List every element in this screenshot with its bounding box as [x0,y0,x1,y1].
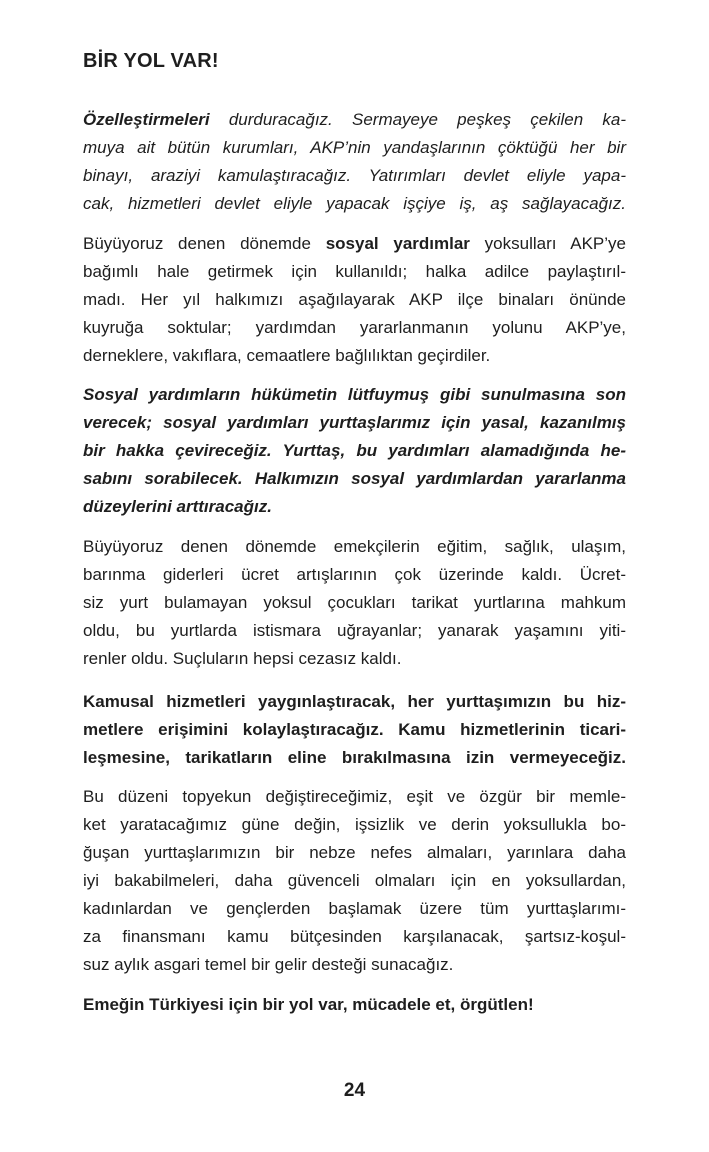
text-line: madı. Her yıl halkımızı aşağılayarak AKP ilçe binaları önünde [83,290,626,309]
text-line [83,106,626,134]
text-line: binayı, araziyi kamulaştıracağız. Yatırımları devlet eliyle yapa- [83,166,626,185]
bold-term: sosyal yardımlar [325,234,470,253]
paragraph-social-aid [83,230,626,370]
text-line: ğuşan yurttaşlarımızın bir nebze nefes almaları, yarınlara daha [83,843,626,862]
text-line: düzeylerini arttıracağız. [83,497,272,516]
page-number: 24 [343,1080,366,1101]
text-segment: durduracağız. Sermayeye peşkeş çekilen ka- [209,110,626,129]
text-line: bir hakka çevireceğiz. Yurttaş, bu yardımları alamadığında he- [83,441,626,460]
text-line: suz aylık asgari temel bir gelir desteği sunacağız. [83,955,454,974]
text-segment: yoksulları AKP’ye [469,234,627,253]
text-line: verecek; sosyal yardımları yurttaşlarımız için yasal, kazanılmış [83,413,626,432]
paragraph-privatization [83,106,626,218]
text-line: sabını sorabilecek. Halkımızın sosyal yardımlardan yararlanma [83,469,626,488]
bold-lead: Özelleştirmeleri [83,110,210,129]
text-line: za finansmanı kamu bütçesinden karşılanacak, şartsız-koşul- [83,927,626,946]
paragraph-basic-income [83,783,626,979]
text-line: metlere erişimini kolaylaştıracağız. Kamu hizmetlerinin ticari- [83,720,626,739]
text-line: Sosyal yardımların hükümetin lütfuymuş gibi sunulmasına son [83,385,626,404]
text-line: oldu, bu yurtlarda istismara uğrayanlar; yanarak yaşamını yiti- [83,621,626,640]
text-line: Büyüyoruz denen dönemde emekçilerin eğitim, sağlık, ulaşım, [83,537,626,556]
section-title: BİR YOL VAR! [83,50,219,72]
text-line [83,230,626,258]
closing-slogan [83,991,626,1019]
text-line: kuyruğa soktular; yardımdan yararlanmanın yolunu AKP’ye, [83,318,626,337]
paragraph-social-aid-pledge [83,381,626,521]
text-segment: Büyüyoruz denen dönemde [83,234,326,253]
text-line: Bu düzeni topyekun değiştireceğimiz, eşit ve özgür bir memle- [83,787,626,806]
text-line: iyi bakabilmeleri, daha güvenceli olmaları için en yoksullardan, [83,871,626,890]
text-line: kadınlardan ve gençlerden başlamak üzere tüm yurttaşlarımı- [83,899,626,918]
text-line: derneklere, vakıflara, cemaatlere bağlılıktan geçirdiler. [83,346,491,365]
text-line: muya ait bütün kurumları, AKP’nin yandaşlarının çöktüğü her bir [83,138,626,157]
text-line: leşmesine, tarikatların eline bırakılmasına izin vermeyeceğiz. [83,748,626,767]
text-line: Kamusal hizmetleri yaygınlaştıracak, her yurttaşımızın bu hiz- [83,692,626,711]
text-line: renler oldu. Suçluların hepsi cezasız kaldı. [83,649,402,668]
text-line: bağımlı hale getirmek için kullanıldı; halka adilce paylaştırıl- [83,262,626,281]
text-line: ket yaratacağımız güne değin, işsizlik ve derin yoksullukla bo- [83,815,626,834]
text-line: Emeğin Türkiyesi için bir yol var, mücadele et, örgütlen! [83,995,534,1014]
text-line: cak, hizmetleri devlet eliyle yapacak işçiye iş, aş sağlayacağız. [83,194,626,213]
paragraph-costs [83,533,626,673]
text-line: siz yurt bulamayan yoksul çocukları tarikat yurtlarına mahkum [83,593,626,612]
text-line: barınma giderleri ücret artışlarının çok üzerinde kaldı. Ücret- [83,565,626,584]
paragraph-public-services [83,688,626,772]
